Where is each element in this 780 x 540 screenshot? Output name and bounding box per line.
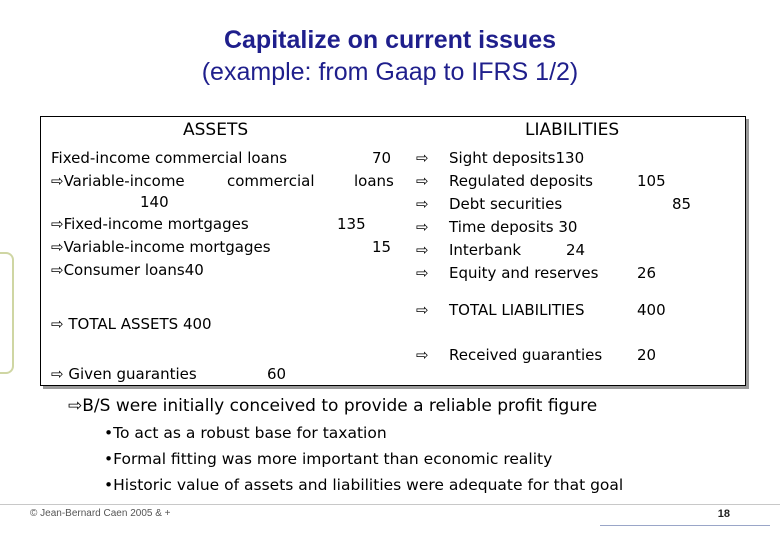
liab-row-4-label: Time deposits <box>449 218 554 236</box>
note-bullet-1-text: To act as a robust base for taxation <box>113 424 387 442</box>
total-assets-value: 400 <box>182 315 212 333</box>
side-tab <box>0 252 14 374</box>
liab-row-3-value: 85 <box>672 195 692 213</box>
asset-row-3-value: 135 <box>337 215 366 233</box>
total-assets-label: TOTAL ASSETS <box>68 315 179 333</box>
asset-row-1-label: Fixed-income commercial loans <box>51 149 288 167</box>
asset-row-3 <box>51 215 249 233</box>
arrow-icon: ⇨ <box>68 396 83 416</box>
arrow-icon: ⇨ <box>416 172 429 190</box>
given-guaranties-value: 60 <box>267 365 287 383</box>
slide-title <box>0 24 780 88</box>
total-liabilities-label: TOTAL LIABILITIES <box>449 301 585 319</box>
liabilities-header: LIABILITIES <box>525 120 620 140</box>
note-bullet-1 <box>104 424 387 442</box>
received-guaranties-value: 20 <box>637 346 657 364</box>
note-text: B/S were initially conceived to provide a reliable profit figure <box>82 396 598 416</box>
note-bullet-3-text: Historic value of assets and liabilities were adequate for that goal <box>113 476 624 494</box>
asset-row-5 <box>51 261 204 279</box>
asset-row-5-label: Consumer loans <box>63 261 185 279</box>
bullet-icon: • <box>104 424 114 442</box>
footer-divider <box>0 504 780 505</box>
asset-row-2-mid: commercial <box>227 172 315 190</box>
arrow-icon: ⇨ <box>416 241 429 259</box>
arrow-icon: ⇨ <box>51 238 64 256</box>
given-guaranties <box>51 365 197 383</box>
note-bullet-2-text: Formal fitting was more important than economic reality <box>113 450 553 468</box>
liab-row-5-label: Interbank <box>449 241 522 259</box>
title-line-2: (example: from Gaap to IFRS 1/2) <box>201 58 579 86</box>
total-liabilities-value: 400 <box>637 301 666 319</box>
balance-sheet-box <box>40 116 746 386</box>
asset-row-4 <box>51 238 271 256</box>
asset-row-2 <box>51 172 185 190</box>
liab-row-1-label: Sight deposits <box>449 149 556 167</box>
arrow-icon: ⇨ <box>416 264 429 282</box>
arrow-icon: ⇨ <box>51 365 64 383</box>
assets-header: ASSETS <box>183 120 249 140</box>
asset-row-5-value: 40 <box>184 261 204 279</box>
asset-row-1-value: 70 <box>372 149 392 167</box>
arrow-icon: ⇨ <box>416 301 429 319</box>
arrow-icon: ⇨ <box>416 346 429 364</box>
liab-row-2-label: Regulated deposits <box>449 172 593 190</box>
liab-row-1 <box>449 149 584 167</box>
liab-row-1-value: 130 <box>555 149 585 167</box>
note-bullet-2 <box>104 450 552 468</box>
arrow-icon: ⇨ <box>51 215 64 233</box>
page-number: 18 <box>717 508 730 520</box>
liab-row-5-value: 24 <box>566 241 586 259</box>
asset-row-2-label: Variable-income <box>63 172 185 190</box>
liab-row-4 <box>449 218 577 236</box>
asset-row-3-label: Fixed-income mortgages <box>63 215 249 233</box>
note-main <box>68 396 597 416</box>
liab-row-2-value: 105 <box>637 172 666 190</box>
arrow-icon: ⇨ <box>51 261 64 279</box>
asset-row-4-label: Variable-income mortgages <box>63 238 271 256</box>
liab-row-4-value: 30 <box>558 218 578 236</box>
bullet-icon: • <box>104 476 114 494</box>
asset-row-4-value: 15 <box>372 238 392 256</box>
liab-row-6-value: 26 <box>637 264 657 282</box>
page-number-underline <box>600 525 770 526</box>
given-guaranties-label: Given guaranties <box>68 365 197 383</box>
bullet-icon: • <box>104 450 114 468</box>
total-assets <box>51 315 212 333</box>
title-line-1: Capitalize on current issues <box>223 26 557 54</box>
asset-row-2-tail: loans <box>354 172 394 190</box>
liab-row-6-label: Equity and reserves <box>449 264 599 282</box>
arrow-icon: ⇨ <box>51 315 64 333</box>
arrow-icon: ⇨ <box>416 218 429 236</box>
note-bullet-3 <box>104 476 623 494</box>
arrow-icon: ⇨ <box>416 149 429 167</box>
arrow-icon: ⇨ <box>416 195 429 213</box>
received-guaranties-label: Received guaranties <box>449 346 603 364</box>
arrow-icon: ⇨ <box>51 172 64 190</box>
liab-row-3-label: Debt securities <box>449 195 563 213</box>
asset-row-2-value: 140 <box>140 193 169 211</box>
footer-copyright: © Jean-Bernard Caen 2005 & + <box>30 508 171 519</box>
